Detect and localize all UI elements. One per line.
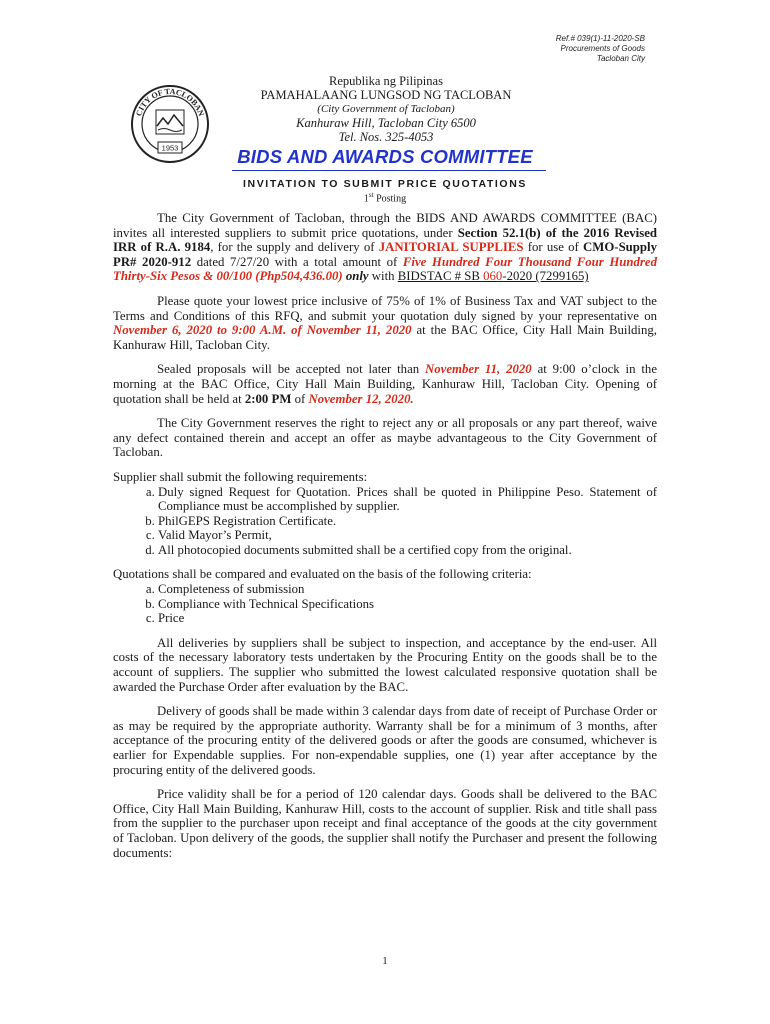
requirements-list bbox=[113, 485, 657, 558]
committee-title: BIDS AND AWARDS COMMITTEE bbox=[237, 146, 533, 167]
legal-basis: Section 52.1(b) of the 2016 Revised IRR of R.A. 9184 bbox=[113, 225, 657, 255]
criteria-list bbox=[113, 582, 657, 626]
invitation-paragraph bbox=[113, 211, 657, 284]
item-name: JANITORIAL SUPPLIES bbox=[378, 240, 524, 255]
p3-text: Sealed proposals will be accepted not later than bbox=[157, 362, 426, 377]
p2-text: at the BAC Office, City Hall Main Building, Kanhuraw Hill, Tacloban City. bbox=[113, 323, 657, 352]
opening-date: November 12, 2020. bbox=[308, 391, 414, 406]
submission-period: November 6, 2020 to 9:00 A.M. of November 11, 2020 bbox=[113, 323, 412, 338]
list-item: a. Completeness of submission bbox=[158, 582, 657, 597]
price-validity-paragraph: Price validity shall be for a period of 120 calendar days. Goods shall be delivered to the BAC Office, City Hall Main Building, Kanhuraw Hill, costs to the account of supplier. Risk and title shall pass from the supplier to the purchaser upon receipt and final acceptance of the goods at the city government of Tacloban. Upon delivery of the goods, the supplier shall notify the Purchaser and present the following documents: bbox=[113, 787, 657, 860]
list-item: b. Compliance with Technical Specifications bbox=[158, 597, 657, 612]
bidstac-number: 060 bbox=[483, 269, 503, 284]
city-telephone: Tel. Nos. 325-4053 bbox=[338, 130, 434, 144]
deadline-date: November 11, 2020 bbox=[425, 362, 532, 377]
seal-text: CITY OF TACLOBAN bbox=[134, 86, 206, 118]
p2-text: Please quote your lowest price inclusive of 75% of 1% of Business Tax and VAT subject to the Terms and Conditions of this RFQ, and submit your quotation duly signed by your representative on bbox=[113, 293, 657, 323]
letter-body bbox=[113, 211, 657, 870]
ref-city: Tacloban City bbox=[596, 54, 645, 63]
bidstac-ref bbox=[398, 269, 589, 283]
p1-text: dated 7/27/20 with a total amount of bbox=[191, 254, 403, 269]
posting-label bbox=[0, 191, 770, 204]
requirements-intro: Supplier shall submit the following requirements: bbox=[113, 469, 368, 484]
opening-time: 2:00 PM bbox=[244, 391, 292, 406]
list-item: c. Valid Mayor’s Permit, bbox=[158, 528, 657, 543]
city-government-subtitle: (City Government of Tacloban) bbox=[317, 103, 455, 115]
p3-text: at 9:00 o’clock in the morning at the BAC Office, City Hall Main Building, Kanhuraw Hill, Tacloban City. Opening of quotation shall be held at bbox=[113, 362, 658, 406]
city-government-name: PAMAHALAANG LUNGSOD NG TACLOBAN bbox=[260, 88, 512, 102]
p1-text: for use of bbox=[523, 240, 584, 255]
p1-text: with bbox=[368, 269, 398, 284]
letterhead bbox=[200, 74, 572, 144]
republic-name: Republika ng Pilipinas bbox=[329, 74, 443, 88]
delivery-terms-paragraph: Delivery of goods shall be made within 3 calendar days from date of receipt of Purchase Order or as may be required by the appropriate authority. Warranty shall be for a minimum of 3 months, after acceptance of the procuring entity of the delivered goods or after the goods are consumed, whichever is earlier for Expendable supplies. For non-expendable supplies, one (1) year after acceptance by the procuring entity of the delivered goods. bbox=[113, 704, 657, 777]
posting-number: 1 bbox=[363, 193, 369, 205]
quote-instructions-paragraph bbox=[113, 294, 657, 352]
page-number: 1 bbox=[382, 955, 388, 967]
deadline-paragraph bbox=[113, 362, 657, 406]
ref-department: Procurements of Goods bbox=[560, 44, 645, 53]
posting-suffix: st bbox=[368, 191, 374, 199]
ref-number: Ref.# 039(1)-11-2020-SB bbox=[555, 34, 645, 43]
list-item: a. Duly signed Request for Quotation. Prices shall be quoted in Philippine Peso. Statement of Compliance must be accomplished by supplier. bbox=[158, 485, 657, 514]
criteria-intro: Quotations shall be compared and evaluated on the basis of the following criteria: bbox=[113, 567, 532, 582]
reference-block bbox=[556, 34, 645, 64]
p1-text: The City Government of Tacloban, through the BIDS AND AWARDS COMMITTEE (BAC) invites all interested suppliers to submit price quotations, under bbox=[113, 211, 657, 240]
list-item: b. PhilGEPS Registration Certificate. bbox=[158, 514, 657, 529]
bidstac-prefix: BIDSTAC # SB bbox=[397, 269, 484, 284]
pr-number: CMO-Supply PR# 2020-912 bbox=[113, 240, 657, 269]
p3-text: of bbox=[291, 391, 309, 406]
reservation-paragraph: The City Government reserves the right to reject any or all proposals or any part thereof, waive any defect contained therein and accept an offer as maybe advantageous to the City Government of Tacloban. bbox=[113, 416, 657, 460]
deliveries-paragraph: All deliveries by suppliers shall be subject to inspection, and acceptance by the end-user. All costs of the necessary laboratory tests undertaken by the Procuring Entity on the goods shall be to the account of suppliers. The supplier who submitted the lowest calculated responsive quotation shall be awarded the Purchase Order after evaluation by the BAC. bbox=[113, 635, 657, 694]
title-underline bbox=[232, 170, 546, 171]
seal-year: 1953 bbox=[161, 143, 179, 153]
document-title: INVITATION TO SUBMIT PRICE QUOTATIONS bbox=[243, 178, 527, 190]
city-address: Kanhuraw Hill, Tacloban City 6500 bbox=[296, 116, 476, 130]
amount-only: only bbox=[342, 269, 369, 284]
p1-text: , for the supply and delivery of bbox=[210, 240, 379, 255]
list-item: d. All photocopied documents submitted shall be a certified copy from the original. bbox=[158, 543, 657, 558]
bidstac-suffix: -2020 (7299165) bbox=[502, 269, 589, 284]
list-item: c. Price bbox=[158, 611, 657, 626]
total-amount: Five Hundred Four Thousand Four Hundred Thirty-Six Pesos & 00/100 (Php504,436.00) bbox=[113, 254, 657, 284]
posting-text: Posting bbox=[373, 193, 407, 205]
